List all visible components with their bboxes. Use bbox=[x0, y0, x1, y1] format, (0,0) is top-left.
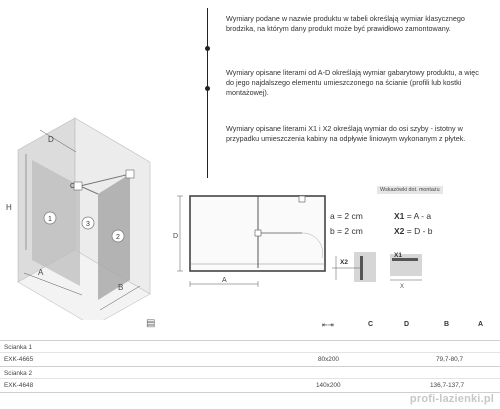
note-3: Wymiary opisane literami X1 i X2 określają wymiar do osi szyby - istotny w przypadku umieszczenia kabiny na odpływie liniowym wykonanym z płytek. bbox=[226, 124, 466, 143]
shower-plan-view bbox=[172, 188, 332, 293]
col-header-a: A bbox=[478, 321, 484, 328]
shower-isometric-illustration bbox=[0, 90, 170, 320]
row-2-code: EXK-4648 bbox=[4, 382, 34, 389]
iso-label-panel-1: 1 bbox=[48, 216, 52, 223]
eq-x1-label: X1 bbox=[394, 211, 405, 221]
iso-label-b: B bbox=[118, 283, 124, 292]
watermark: profi-lazienki.pl bbox=[409, 393, 494, 405]
iso-label-panel-3: 3 bbox=[86, 221, 90, 228]
table-divider bbox=[0, 366, 500, 367]
table-divider bbox=[0, 378, 500, 379]
iso-label-a: A bbox=[38, 268, 44, 277]
note-2: Wymiary opisane literami od A-D określają wymiar gabarytowy produktu, a więc do jego najdalszego elementu umieszczonego na ścianie (profili lub kostki montażowej). bbox=[226, 68, 479, 97]
installation-hint-label: Wskazówki dot. montażu bbox=[377, 186, 443, 194]
plan-label-d: D bbox=[173, 233, 179, 240]
note-1: Wymiary podane w nazwie produktu w tabeli określają wymiar klasycznego brodzika, na którym dany produkt może być prawidłowo zamontowany. bbox=[226, 14, 465, 33]
eq-x2 bbox=[394, 226, 433, 236]
eq-x1 bbox=[394, 211, 431, 221]
iso-label-c: C bbox=[70, 183, 76, 190]
table-divider bbox=[0, 340, 500, 341]
col-header-d: D bbox=[404, 321, 410, 328]
eq-x2-label: X2 bbox=[394, 226, 405, 236]
row-1-size: 80x200 bbox=[318, 356, 339, 363]
eq-x2-value: = D - b bbox=[404, 226, 433, 236]
row-2-group: Scianka 2 bbox=[4, 370, 33, 377]
detail-label-x1: X1 bbox=[394, 252, 402, 259]
iso-label-h: H bbox=[6, 203, 12, 212]
plan-label-a: A bbox=[222, 277, 227, 284]
row-1-group: Scianka 1 bbox=[4, 344, 33, 351]
iso-label-panel-2: 2 bbox=[116, 234, 120, 241]
col-header-c: C bbox=[368, 321, 374, 328]
detail-x2 bbox=[330, 248, 380, 288]
col-header-height-icon: ⇤⇥ bbox=[322, 322, 334, 329]
col-header-b: B bbox=[444, 321, 450, 328]
box-icon: ▤ bbox=[146, 318, 156, 329]
row-1-b: 79,7-80,7 bbox=[436, 356, 464, 363]
eq-b: b = 2 cm bbox=[330, 226, 363, 236]
row-2-size: 140x200 bbox=[316, 382, 341, 389]
row-1-code: EXK-4665 bbox=[4, 356, 34, 363]
detail-label-x2: X2 bbox=[340, 259, 348, 266]
detail-label-x: X bbox=[400, 284, 405, 290]
eq-a: a = 2 cm bbox=[330, 211, 363, 221]
table-divider bbox=[0, 352, 500, 353]
dimension-notes bbox=[207, 8, 488, 178]
row-2-b: 136,7-137,7 bbox=[430, 382, 465, 389]
iso-label-d: D bbox=[48, 135, 54, 144]
eq-x1-value: = A - a bbox=[404, 211, 432, 221]
detail-x1 bbox=[382, 248, 432, 290]
